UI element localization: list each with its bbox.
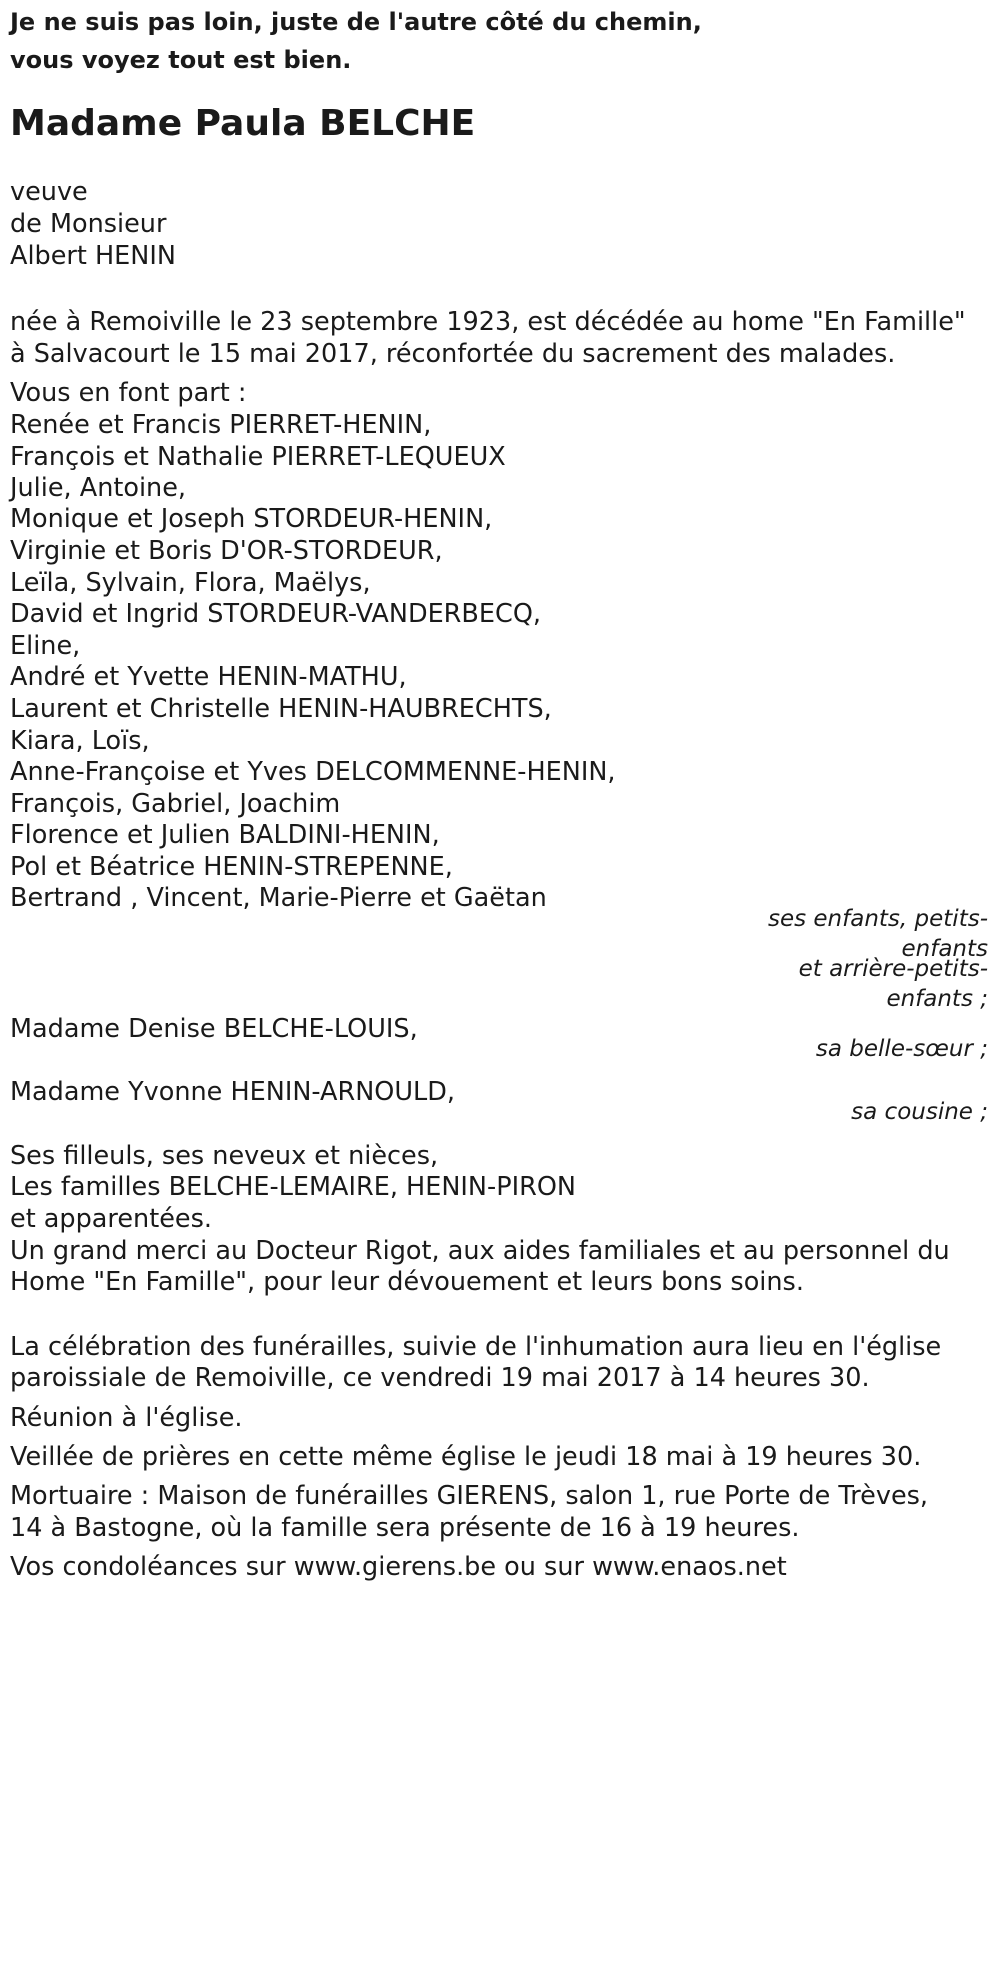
thanks-line-1: Un grand merci au Docteur Rigot, aux aides familiales et au personnel du — [10, 1236, 950, 1266]
relation-children-line-3: et arrière-petits- — [798, 956, 988, 982]
poem-line-1: Je ne suis pas loin, juste de l'autre côté du chemin, — [10, 8, 702, 36]
others-line-3: et apparentées. — [10, 1204, 212, 1234]
birth-death-line-1: née à Remoiville le 23 septembre 1923, est décédée au home "En Famille" — [10, 307, 966, 337]
family-line: Kiara, Loïs, — [10, 726, 150, 756]
spouse-line-1: veuve — [10, 177, 88, 207]
cousin-name: Madame Yvonne HENIN-ARNOULD, — [10, 1077, 455, 1107]
mortuary-line-1: Mortuaire : Maison de funérailles GIERENS, salon 1, rue Porte de Trèves, — [10, 1481, 929, 1511]
deceased-name: Madame Paula BELCHE — [10, 103, 476, 144]
family-line: Monique et Joseph STORDEUR-HENIN, — [10, 504, 493, 534]
family-line: François et Nathalie PIERRET-LEQUEUX — [10, 442, 506, 472]
poem-line-2: vous voyez tout est bien. — [10, 46, 352, 74]
spouse-line-3: Albert HENIN — [10, 241, 176, 271]
mortuary-line-2: 14 à Bastogne, où la famille sera présente de 16 à 19 heures. — [10, 1513, 800, 1543]
family-line: Eline, — [10, 631, 81, 661]
family-line: Renée et Francis PIERRET-HENIN, — [10, 410, 432, 440]
family-line: Julie, Antoine, — [10, 473, 186, 503]
relation-children-line-2: enfants — [901, 936, 988, 962]
birth-death-line-2: à Salvacourt le 15 mai 2017, réconfortée du sacrement des malades. — [10, 339, 896, 369]
condolences-info: Vos condoléances sur www.gierens.be ou sur www.enaos.net — [10, 1552, 787, 1582]
funeral-line-1: La célébration des funérailles, suivie de l'inhumation aura lieu en l'église — [10, 1332, 942, 1362]
others-line-1: Ses filleuls, ses neveux et nièces, — [10, 1141, 439, 1171]
family-line: Virginie et Boris D'OR-STORDEUR, — [10, 536, 443, 566]
family-line: Laurent et Christelle HENIN-HAUBRECHTS, — [10, 694, 552, 724]
sister-in-law-relation: sa belle-sœur ; — [815, 1036, 988, 1062]
family-line: Bertrand , Vincent, Marie-Pierre et Gaëtan — [10, 883, 547, 913]
vigil-info: Veillée de prières en cette même église le jeudi 18 mai à 19 heures 30. — [10, 1442, 922, 1472]
family-line: Anne-Françoise et Yves DELCOMMENNE-HENIN, — [10, 757, 616, 787]
cousin-relation: sa cousine ; — [851, 1099, 988, 1125]
relation-children-line-4: enfants ; — [886, 986, 988, 1012]
family-line: David et Ingrid STORDEUR-VANDERBECQ, — [10, 599, 541, 629]
family-line: François, Gabriel, Joachim — [10, 789, 341, 819]
sister-in-law-name: Madame Denise BELCHE-LOUIS, — [10, 1014, 418, 1044]
meeting-info: Réunion à l'église. — [10, 1403, 243, 1433]
others-line-2: Les familles BELCHE-LEMAIRE, HENIN-PIRON — [10, 1172, 576, 1202]
family-line: André et Yvette HENIN-MATHU, — [10, 662, 407, 692]
thanks-line-2: Home "En Famille", pour leur dévouement et leurs bons soins. — [10, 1267, 804, 1297]
family-line: Leïla, Sylvain, Flora, Maëlys, — [10, 568, 371, 598]
announce-intro: Vous en font part : — [10, 378, 247, 408]
family-line: Pol et Béatrice HENIN-STREPENNE, — [10, 852, 453, 882]
family-line: Florence et Julien BALDINI-HENIN, — [10, 820, 440, 850]
spouse-line-2: de Monsieur — [10, 209, 167, 239]
relation-children-line-1: ses enfants, petits- — [767, 906, 988, 932]
funeral-line-2: paroissiale de Remoiville, ce vendredi 19 mai 2017 à 14 heures 30. — [10, 1363, 870, 1393]
